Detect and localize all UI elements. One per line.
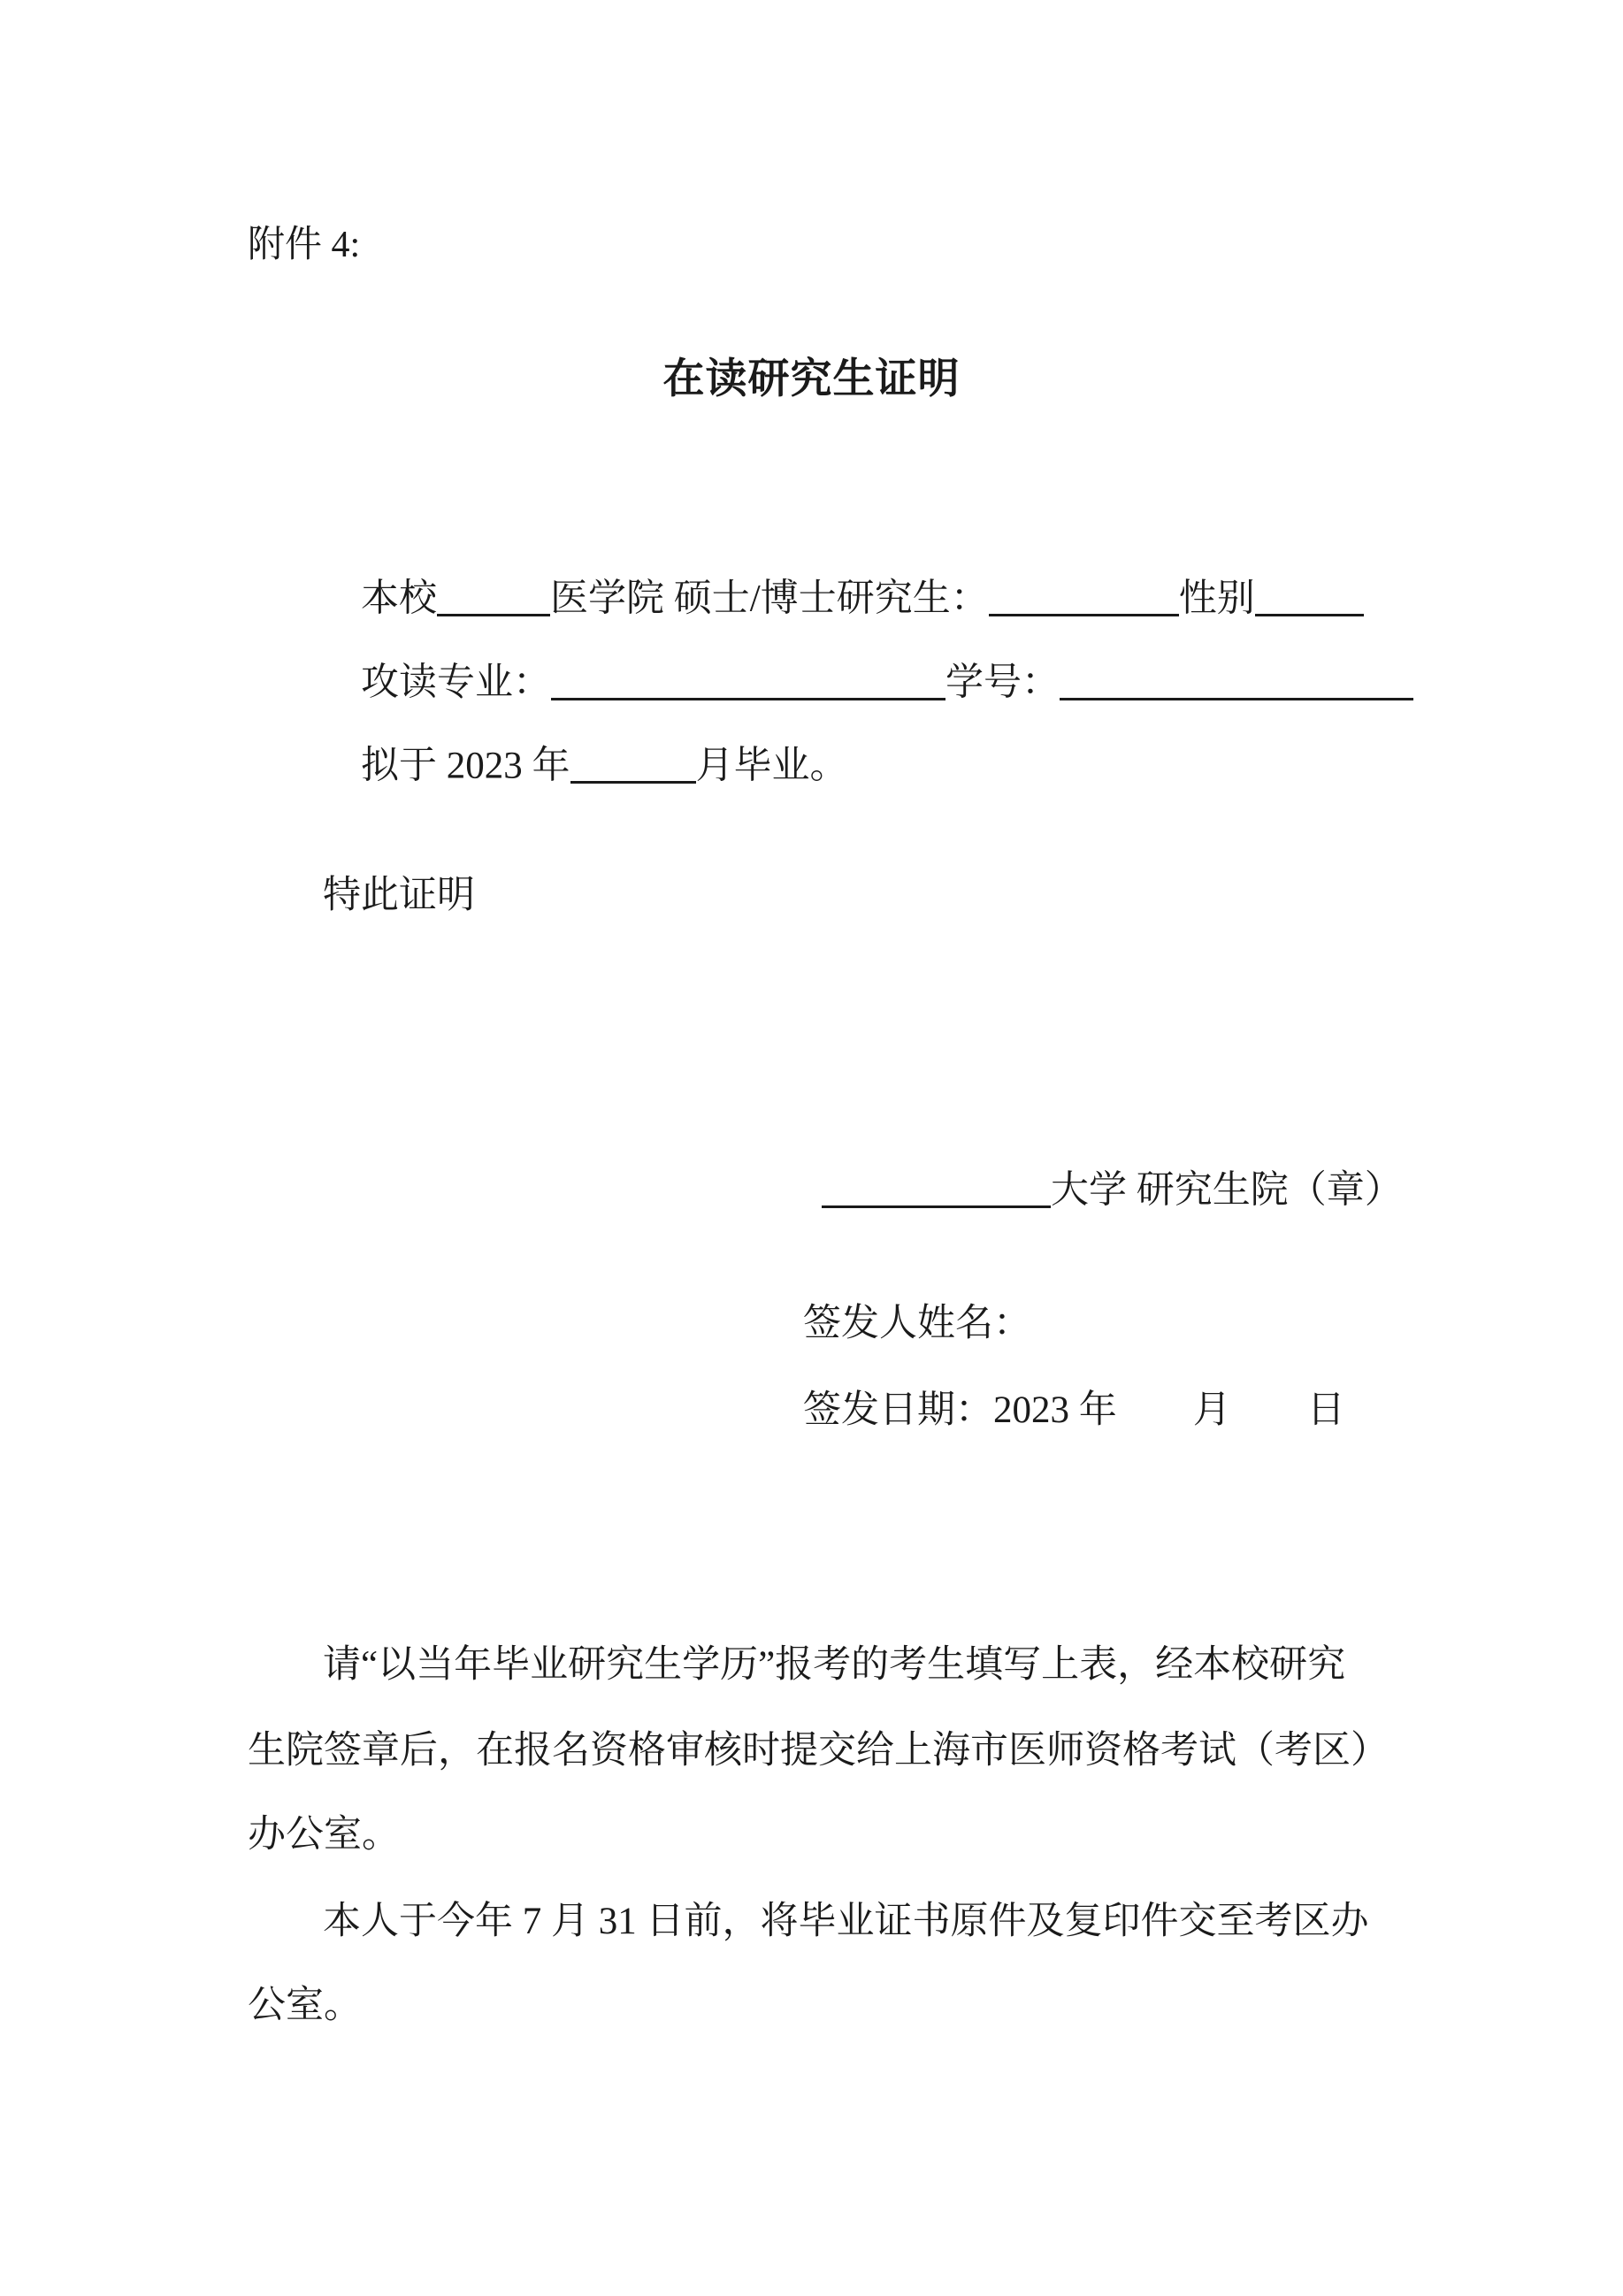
school-name-blank <box>437 579 550 616</box>
note-paragraph1-line1: 请“以当年毕业研究生学历”报考的考生填写上表，经本校研究 <box>323 1644 1346 1686</box>
issue-date-line: 签发日期：2023 年 月 日 <box>803 1389 1345 1431</box>
attachment-label: 附件 4: <box>248 225 361 265</box>
university-seal-line <box>784 1133 1403 1248</box>
note-paragraph1-line3: 办公室。 <box>248 1814 400 1856</box>
university-seal-label: 大学 研究生院（章） <box>1051 1169 1403 1212</box>
document-title: 在读研究生证明 <box>662 356 961 402</box>
student-name-blank <box>989 579 1179 616</box>
note-paragraph1-line2: 生院签章后，在报名资格审核时提交给上海市医师资格考试（考区） <box>248 1730 1389 1772</box>
graduation-month-blank <box>570 746 696 784</box>
gender-blank <box>1255 579 1364 616</box>
major-blank <box>551 663 945 700</box>
student-id-label: 学号： <box>945 662 1060 704</box>
graduation-suffix-label: 月毕业。 <box>695 745 848 787</box>
college-degree-label: 医学院 硕士/博士研究生： <box>550 578 989 620</box>
student-id-blank <box>1060 663 1413 700</box>
gender-label: 性别 <box>1178 578 1255 620</box>
university-name-blank <box>822 1171 1051 1208</box>
major-label: 攻读专业： <box>361 662 551 704</box>
graduation-prefix-label: 拟于 2023 年 <box>361 745 570 787</box>
certify-statement: 特此证明 <box>323 875 475 916</box>
note-paragraph2-line1: 本人于今年 7 月 31 日前，将毕业证书原件及复印件交至考区办 <box>323 1901 1369 1942</box>
school-prefix-label: 本校 <box>361 578 437 620</box>
note-paragraph2-line2: 公室。 <box>248 1985 362 2026</box>
issuer-name-line: 签发人姓名： <box>803 1303 1031 1344</box>
form-line-graduation <box>323 708 848 823</box>
